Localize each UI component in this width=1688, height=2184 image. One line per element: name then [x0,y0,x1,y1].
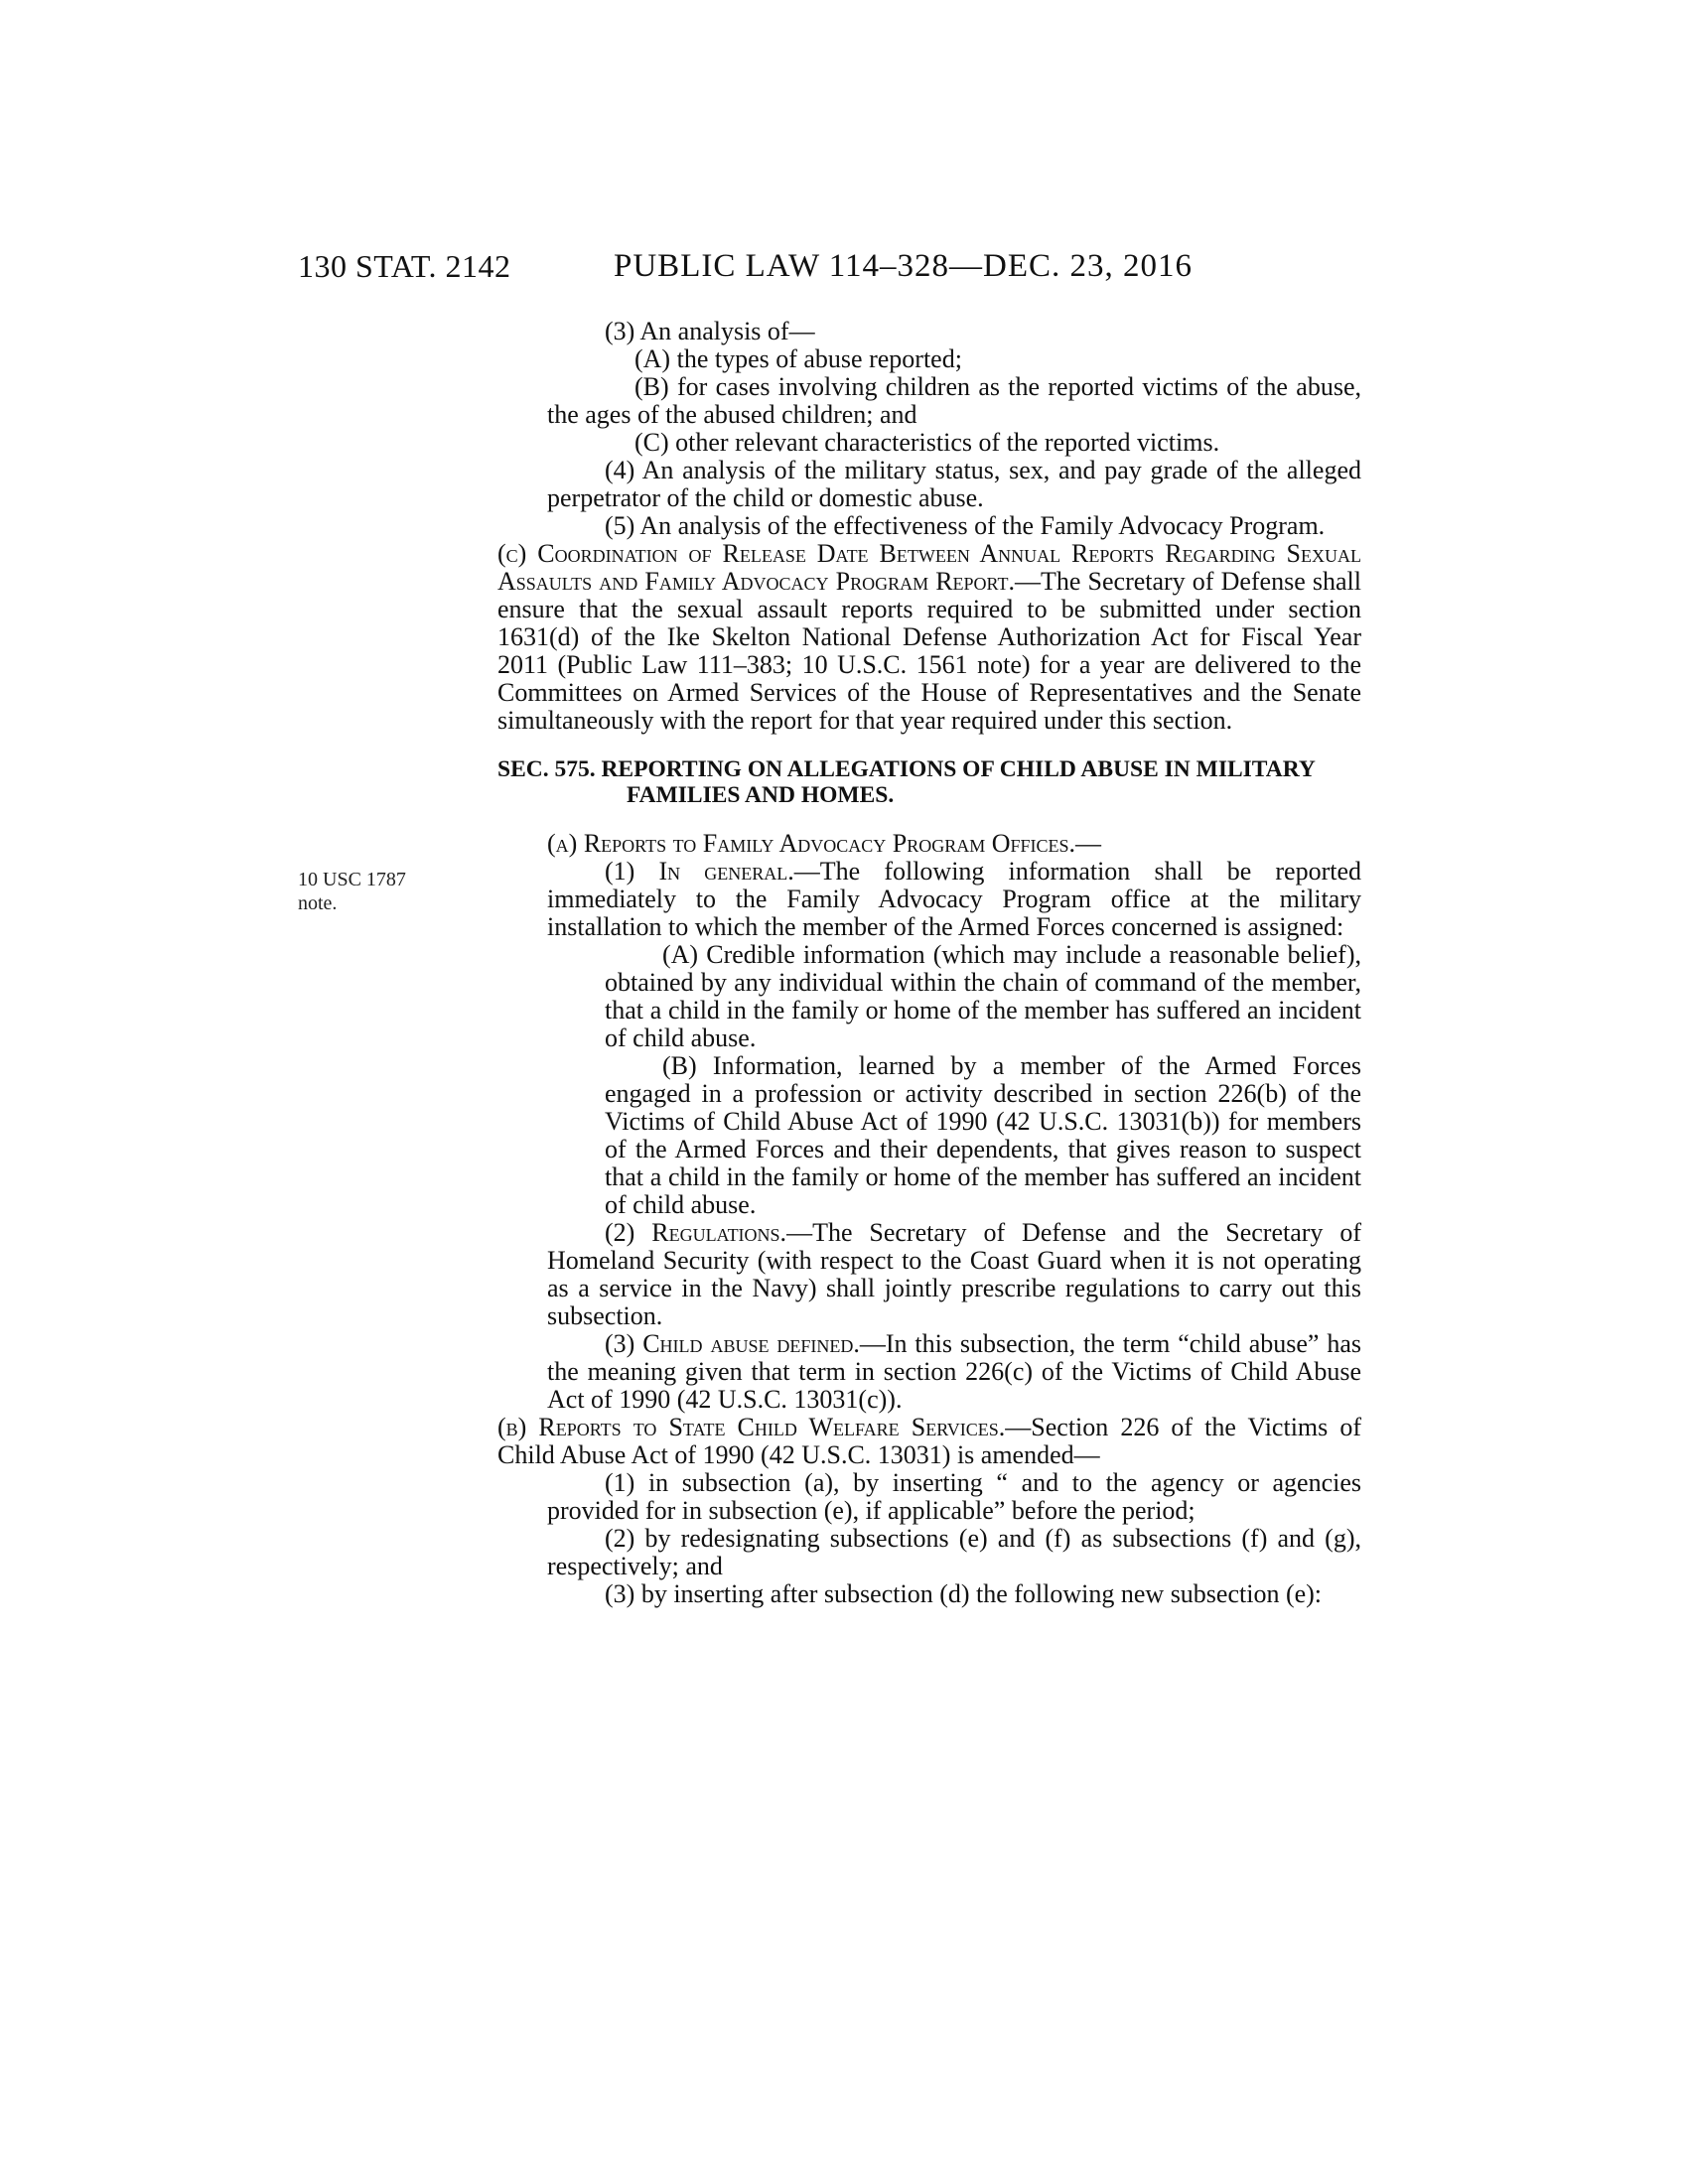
statute-page-number: 130 STAT. 2142 [298,248,511,284]
subsection-c [497,540,1361,735]
subsection-a [497,830,1361,1414]
subsection-b [497,1414,1361,1469]
subsection-c-body: —The Secretary of Defense shall ensure that the sexual assault reports required to be submitted under section 1631(d) of the Ike Skelton National Defense Authorization Act for Fiscal Year 2011 (Public Law 111–383; 10 U.S.C. 1561 note) for a year are delivered to the Committees on Armed Services of the House of Representatives and the Senate simultaneously with the report for that year required under this section. [497,567,1361,735]
paragraph-3: (3) An analysis of— [605,317,815,345]
subsection-a-1-items [547,941,1361,1219]
subsection-a-1-heading: (1) In general. [605,857,794,886]
running-header-title: PUBLIC LAW 114–328—DEC. 23, 2016 [614,248,1194,284]
paragraph-4: (4) An analysis of the military status, sex, and pay grade of the alleged perpetrator of the child or domestic abuse. [547,456,1361,512]
subsection-b-2: (2) by redesignating subsections (e) and (f) as subsections (f) and (g), respectively; and [547,1524,1361,1580]
subsection-b-heading: (b) Reports to State Child Welfare Services. [497,1413,1006,1441]
document-body [497,318,1361,1608]
paragraph-3-a: (A) the types of abuse reported; [634,344,962,373]
subsection-a-1-B: (B) Information, learned by a member of the Armed Forces engaged in a profession or activity described in section 226(b) of the Victims of Child Abuse Act of 1990 (42 U.S.C. 13031(b)) for members of the Armed Forces and their dependents, that gives reason to suspect that a child in the family or home of the member has suffered an incident of child abuse. [605,1051,1361,1219]
subsection-b-items [497,1469,1361,1608]
paragraph-group-3-5 [497,318,1361,540]
margin-note-line-2: note. [298,892,338,914]
margin-citation-note [298,868,437,915]
subsection-a-3-body: —In this subsection, the term “child abuse” has the meaning given that term in section 226(c) of the Victims of Child Abuse Act of 1990 (42 U.S.C. 13031(c)). [547,1329,1361,1414]
subsection-a-1 [547,858,1361,941]
subsection-a-3-heading: (3) Child abuse defined. [605,1329,860,1358]
subsection-a-1-A: (A) Credible information (which may include a reasonable belief), obtained by any individual within the chain of command of the member, that a child in the family or home of the member has suffered an incident of child abuse. [605,940,1361,1052]
subsection-c-heading: (c) Coordination of Release Date Between Annual Reports Regarding Sexual Assaults and Family Advocacy Program Report. [497,539,1361,596]
section-heading-line-2: FAMILIES AND HOMES. [627,782,895,808]
subsection-a-2-body: —The Secretary of Defense and the Secretary of Homeland Security (with respect to the Coast Guard when it is not operating as a service in the Navy) shall jointly prescribe regulations to carry out this subsection. [547,1218,1361,1330]
subsection-a-heading: (a) Reports to Family Advocacy Program Offices.— [547,829,1102,858]
subsection-b-body: —Section 226 of the Victims of Child Abuse Act of 1990 (42 U.S.C. 13031) is amended— [497,1413,1361,1469]
paragraph-3-b: (B) for cases involving children as the reported victims of the abuse, the ages of the abused children; and [547,372,1361,429]
paragraph-5: (5) An analysis of the effectiveness of the Family Advocacy Program. [605,511,1326,540]
subsection-b-1: (1) in subsection (a), by inserting “ and to the agency or agencies provided for in subsection (e), if applicable” before the period; [547,1468,1361,1525]
paragraph-3-c: (C) other relevant characteristics of the reported victims. [634,428,1220,457]
subsection-a-3 [547,1330,1361,1414]
margin-note-line-1: 10 USC 1787 [298,869,406,890]
subsection-a-2 [547,1219,1361,1330]
section-heading-line-1: SEC. 575. REPORTING ON ALLEGATIONS OF CHILD ABUSE IN MILITARY [497,756,1316,782]
subsection-a-1-body: —The following information shall be reported immediately to the Family Advocacy Program office at the military installation to which the member of the Armed Forces concerned is assigned: [547,857,1361,941]
section-575-heading [497,756,1361,808]
subsection-a-2-heading: (2) Regulations. [605,1218,787,1247]
subsection-b-3: (3) by inserting after subsection (d) the following new subsection (e): [605,1579,1323,1608]
paragraph-3-subitems [547,345,1361,457]
